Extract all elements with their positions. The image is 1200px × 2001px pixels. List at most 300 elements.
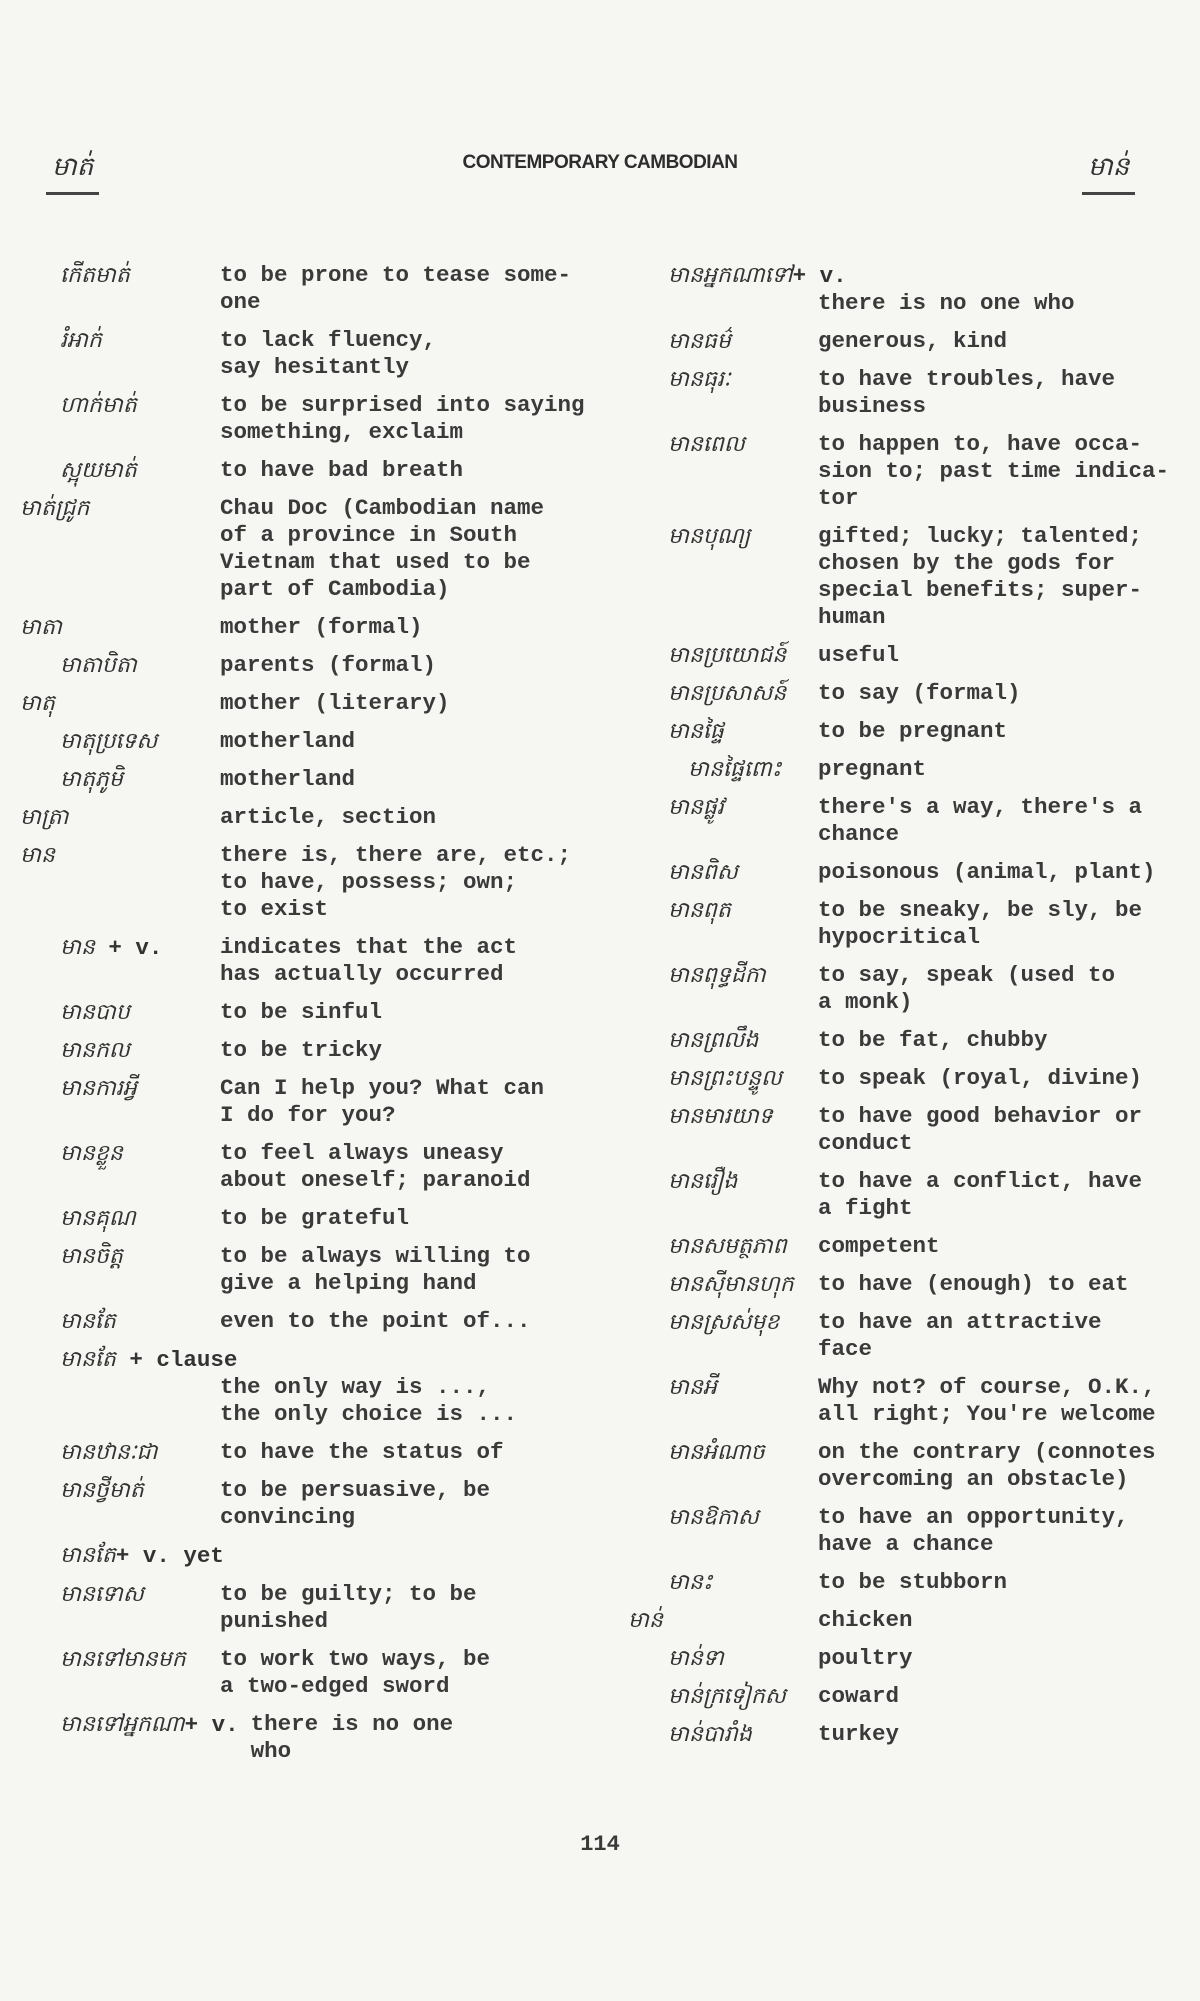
khmer-headword: មានអ្នកណាទៅ <box>668 263 793 288</box>
definition <box>818 1504 1188 1558</box>
definition-line: parents (formal) <box>220 652 437 678</box>
dictionary-entry <box>628 756 1188 783</box>
definition-line: to lack fluency, <box>220 327 437 353</box>
definition <box>220 392 610 446</box>
dictionary-entry <box>20 1243 610 1297</box>
khmer-headword: មាន់បារាំង <box>668 1722 752 1747</box>
khmer-headword: មាតា <box>20 615 62 640</box>
definition-line: to have, possess; own; <box>220 869 518 895</box>
definition <box>818 1569 1188 1596</box>
definition-line: special benefits; super- <box>818 577 1143 603</box>
definition-line: competent <box>818 1233 940 1259</box>
headword <box>628 328 818 355</box>
definition-line: one <box>220 289 261 315</box>
definition-line: punished <box>220 1608 329 1634</box>
dictionary-entry <box>628 1721 1188 1748</box>
definition-line: to have a conflict, have <box>818 1168 1143 1194</box>
khmer-headword: មានចិត្ត <box>60 1244 123 1269</box>
left-guide-word: មាត់ <box>46 150 99 195</box>
definition-line: to be always willing to <box>220 1243 531 1269</box>
definition-line: to be prone to tease some- <box>220 262 572 288</box>
headword <box>628 1065 818 1092</box>
dictionary-entry <box>628 1504 1188 1558</box>
khmer-headword: ហាក់មាត់ <box>60 393 137 418</box>
definition <box>818 1168 1188 1222</box>
dictionary-entry <box>628 1607 1188 1634</box>
khmer-headword: មាតុ <box>20 691 55 716</box>
dictionary-entry <box>20 1140 610 1194</box>
definition <box>818 897 1188 951</box>
headword <box>20 1140 220 1194</box>
dictionary-entry <box>628 1374 1188 1428</box>
dictionary-entry <box>628 794 1188 848</box>
dictionary-entry <box>628 1233 1188 1260</box>
dictionary-entry <box>628 1569 1188 1596</box>
grammar-note: + clause <box>115 1347 238 1373</box>
headword <box>20 1477 220 1531</box>
khmer-headword: មានទៅមានមក <box>60 1647 186 1672</box>
definition-line: to be stubborn <box>818 1569 1008 1595</box>
dictionary-entry <box>628 1103 1188 1157</box>
right-guide-word: មាន់ <box>1082 150 1135 195</box>
dictionary-entry <box>20 327 610 381</box>
khmer-headword: មាត់ជ្រូក <box>20 496 90 521</box>
definition-line: business <box>818 393 927 419</box>
definition <box>220 1140 610 1194</box>
running-title: CONTEMPORARY CAMBODIAN <box>462 152 738 173</box>
definition-line: even to the point of... <box>220 1308 531 1334</box>
headword <box>20 614 220 641</box>
definition <box>220 327 610 381</box>
definition-line: poisonous (animal, plant) <box>818 859 1156 885</box>
definition <box>220 1646 610 1700</box>
dictionary-entry <box>20 495 610 603</box>
dictionary-entry <box>628 328 1188 355</box>
khmer-headword: មានរឿង <box>668 1169 738 1194</box>
dictionary-entry <box>20 1477 610 1531</box>
definition <box>818 1607 1188 1634</box>
headword <box>628 680 818 707</box>
headword <box>628 718 818 745</box>
headword <box>628 756 818 783</box>
page-number: 114 <box>580 1832 620 1857</box>
definition <box>818 1309 1188 1363</box>
dictionary-entry <box>628 1065 1188 1092</box>
headword <box>628 962 818 1016</box>
definition-line: to be sneaky, be sly, be <box>818 897 1143 923</box>
dictionary-entry <box>20 934 610 988</box>
headword <box>20 934 220 988</box>
headword <box>20 1542 236 1570</box>
definition-line: sion to; past time indica- <box>818 458 1170 484</box>
definition-line: I do for you? <box>220 1102 396 1128</box>
definition <box>818 328 1188 355</box>
khmer-headword: មានផ្ទៃ <box>668 719 724 744</box>
definition-line: tor <box>818 485 859 511</box>
definition-line: conduct <box>818 1130 913 1156</box>
definition <box>818 366 1188 420</box>
definition-line: about oneself; paranoid <box>220 1167 531 1193</box>
khmer-headword: មានធុរៈ <box>668 367 731 392</box>
definition <box>220 652 610 679</box>
definition-line: chosen by the gods for <box>818 550 1116 576</box>
dictionary-entry <box>20 1581 610 1635</box>
dictionary-entry <box>628 431 1188 512</box>
definition-line: there is no one <box>250 1711 454 1737</box>
definition <box>818 1065 1188 1092</box>
definition <box>818 859 1188 886</box>
khmer-headword: មានតែ <box>60 1347 116 1372</box>
khmer-headword: មាន <box>20 843 55 868</box>
definition <box>818 756 1188 783</box>
khmer-headword: មានអី <box>668 1375 717 1400</box>
definition-line: to have (enough) to eat <box>818 1271 1129 1297</box>
definition-line: a fight <box>818 1195 913 1221</box>
definition <box>818 523 1188 631</box>
dictionary-entry <box>628 1309 1188 1363</box>
khmer-headword: មានសមត្ថភាព <box>668 1234 787 1259</box>
definition <box>818 1374 1188 1428</box>
dictionary-entry <box>628 897 1188 951</box>
khmer-headword: មាតុភូមិ <box>60 767 123 792</box>
definition <box>818 1271 1188 1298</box>
khmer-headword: មានព្រលឹង <box>668 1028 759 1053</box>
headword <box>20 1243 220 1297</box>
khmer-headword: ស្អុយមាត់ <box>60 458 137 483</box>
definition-line: to have troubles, have <box>818 366 1116 392</box>
dictionary-entry <box>628 680 1188 707</box>
headword <box>628 1683 818 1710</box>
definition <box>818 1233 1188 1260</box>
definition <box>236 1542 610 1570</box>
grammar-note: + v. <box>184 1712 239 1738</box>
definition-line: to be surprised into saying <box>220 392 585 418</box>
definition-line: to have good behavior or <box>818 1103 1143 1129</box>
khmer-headword: រំអាក់ <box>60 328 102 353</box>
definition-line: to work two ways, be <box>220 1646 491 1672</box>
definition-line: poultry <box>818 1645 913 1671</box>
headword <box>628 1645 818 1672</box>
khmer-headword: កើតមាត់ <box>60 263 130 288</box>
dictionary-entry <box>20 999 610 1026</box>
grammar-note: + v. yet <box>115 1543 224 1569</box>
definition-line: turkey <box>818 1721 900 1747</box>
definition <box>220 766 610 793</box>
definition <box>220 690 610 717</box>
dictionary-entry <box>628 1271 1188 1298</box>
definition-line: have a chance <box>818 1531 994 1557</box>
definition <box>818 794 1188 848</box>
khmer-headword: មានកល <box>60 1038 130 1063</box>
definition-line: all right; You're welcome <box>818 1401 1156 1427</box>
headword <box>628 1027 818 1054</box>
khmer-headword: មានះ <box>668 1570 713 1595</box>
headword <box>20 1205 220 1232</box>
dictionary-entry <box>20 1037 610 1064</box>
definition-line: to be persuasive, be <box>220 1477 491 1503</box>
definition-line: to exist <box>220 896 329 922</box>
headword <box>20 392 220 446</box>
dictionary-entry <box>628 1439 1188 1493</box>
headword <box>20 495 220 603</box>
headword <box>20 1037 220 1064</box>
khmer-headword: មានមារយាទ <box>668 1104 773 1129</box>
khmer-headword: មាត្រា <box>20 805 69 830</box>
definition <box>818 642 1188 669</box>
definition-line: Can I help you? What can <box>220 1075 545 1101</box>
headword <box>20 652 220 679</box>
definition <box>818 1439 1188 1493</box>
right-column <box>628 262 1188 1759</box>
definition-line: motherland <box>220 766 356 792</box>
definition <box>220 262 610 316</box>
dictionary-entry <box>628 718 1188 745</box>
dictionary-entry <box>20 652 610 679</box>
definition-line: hypocritical <box>818 924 981 950</box>
dictionary-entry <box>628 1027 1188 1054</box>
khmer-headword: មានផ្ទៃពោះ <box>688 757 782 782</box>
headword <box>20 1646 220 1700</box>
headword <box>20 262 220 316</box>
headword <box>628 1374 818 1428</box>
headword <box>628 262 1188 290</box>
headword <box>628 1103 818 1157</box>
headword <box>20 728 220 755</box>
khmer-headword: មានអំណាច <box>668 1440 765 1465</box>
definition-line: face <box>818 1336 873 1362</box>
dictionary-entry <box>628 523 1188 631</box>
definition-line: to be grateful <box>220 1205 410 1231</box>
dictionary-entry <box>20 262 610 316</box>
headword <box>20 457 220 484</box>
definition-line: the only choice is ... <box>220 1401 518 1427</box>
definition <box>818 1103 1188 1157</box>
definition-line: give a helping hand <box>220 1270 477 1296</box>
definition-line: to be pregnant <box>818 718 1008 744</box>
definition <box>220 1477 610 1531</box>
definition-line: overcoming an obstacle) <box>818 1466 1129 1492</box>
headword <box>20 804 220 831</box>
dictionary-entry <box>20 1711 610 1765</box>
definition-line: to have an attractive <box>818 1309 1102 1335</box>
headword <box>628 859 818 886</box>
khmer-headword: មាន់ក្រទៀកស <box>668 1684 786 1709</box>
definition <box>818 680 1188 707</box>
khmer-headword: មានតែ <box>60 1309 116 1334</box>
definition <box>220 1075 610 1129</box>
definition <box>818 1027 1188 1054</box>
khmer-headword: មានពុត <box>668 898 731 923</box>
definition-line: convincing <box>220 1504 356 1530</box>
khmer-headword: មាតុប្រទេស <box>60 729 158 754</box>
headword <box>628 1504 818 1558</box>
definition <box>20 1374 610 1428</box>
definition <box>220 934 610 988</box>
headword <box>20 1711 251 1765</box>
dictionary-entry <box>20 1205 610 1232</box>
definition-line: mother (literary) <box>220 690 450 716</box>
definition-line: mother (formal) <box>220 614 423 640</box>
khmer-headword: មានស៊ីមានហុក <box>668 1272 794 1297</box>
definition-line: generous, kind <box>818 328 1008 354</box>
headword <box>628 1607 818 1634</box>
definition-line: gifted; lucky; talented; <box>818 523 1143 549</box>
khmer-headword: មានពុទ្ធដីកា <box>668 963 766 988</box>
headword <box>628 897 818 951</box>
definition-line: say hesitantly <box>220 354 410 380</box>
definition <box>818 431 1188 512</box>
definition <box>220 804 610 831</box>
dictionary-entry <box>20 728 610 755</box>
definition-line: there is no one who <box>818 290 1075 316</box>
definition-line: to feel always uneasy <box>220 1140 504 1166</box>
headword <box>628 642 818 669</box>
definition <box>220 728 610 755</box>
khmer-headword: មានប្រសាសន៍ <box>668 681 787 706</box>
definition-line: to be tricky <box>220 1037 383 1063</box>
khmer-headword: មានស្រស់មុខ <box>668 1310 780 1335</box>
definition-line: motherland <box>220 728 356 754</box>
headword <box>20 1439 220 1466</box>
definition-line: to be guilty; to be <box>220 1581 477 1607</box>
definition-line: coward <box>818 1683 900 1709</box>
definition-line: there's a way, there's a <box>818 794 1143 820</box>
khmer-headword: មានឋានៈជា <box>60 1440 158 1465</box>
dictionary-entry <box>628 642 1188 669</box>
dictionary-entry <box>628 962 1188 1016</box>
definition-line: to say, speak (used to <box>818 962 1116 988</box>
headword <box>628 1569 818 1596</box>
headword <box>20 1075 220 1129</box>
definition <box>220 1308 610 1335</box>
dictionary-entry <box>628 366 1188 420</box>
grammar-note: + v. <box>94 935 163 961</box>
definition-line: to have bad breath <box>220 457 464 483</box>
headword <box>628 1721 818 1748</box>
definition-line: has actually occurred <box>220 961 504 987</box>
definition-line: a two-edged sword <box>220 1673 450 1699</box>
dictionary-entry <box>20 804 610 831</box>
khmer-headword: មានការអ្វី <box>60 1076 137 1101</box>
definition <box>220 457 610 484</box>
definition-line: to say (formal) <box>818 680 1021 706</box>
khmer-headword: មានគុណ <box>60 1206 136 1231</box>
headword <box>628 1439 818 1493</box>
definition <box>220 1581 610 1635</box>
left-column <box>20 262 610 1776</box>
definition-line: Why not? of course, O.K., <box>818 1374 1156 1400</box>
khmer-headword: មាន់ទា <box>668 1646 724 1671</box>
definition <box>220 495 610 603</box>
definition-line: pregnant <box>818 756 927 782</box>
definition-line: on the contrary (connotes <box>818 1439 1156 1465</box>
dictionary-entry <box>628 1645 1188 1672</box>
headword <box>628 794 818 848</box>
headword <box>20 690 220 717</box>
headword <box>20 327 220 381</box>
khmer-headword: មានពេល <box>668 432 745 457</box>
headword <box>628 431 818 512</box>
headword <box>20 1308 220 1335</box>
dictionary-entry <box>628 1683 1188 1710</box>
definition-line: chicken <box>818 1607 913 1633</box>
dictionary-entry <box>628 1168 1188 1222</box>
khmer-headword: មានបុណ្យ <box>668 524 751 549</box>
definition <box>220 1205 610 1232</box>
definition <box>818 1683 1188 1710</box>
headword <box>628 523 818 631</box>
headword <box>20 1581 220 1635</box>
definition <box>220 1439 610 1466</box>
dictionary-entry <box>20 1439 610 1466</box>
definition <box>220 1243 610 1297</box>
headword <box>20 1346 610 1374</box>
definition-line: the only way is ..., <box>220 1374 491 1400</box>
dictionary-entry <box>20 1646 610 1700</box>
khmer-headword: មាន <box>60 935 95 960</box>
definition <box>220 842 610 923</box>
khmer-headword: មានថ្វីមាត់ <box>60 1478 144 1503</box>
dictionary-entry <box>20 766 610 793</box>
dictionary-entry <box>20 457 610 484</box>
definition-line: indicates that the act <box>220 934 518 960</box>
definition-line: to be fat, chubby <box>818 1027 1048 1053</box>
definition <box>818 962 1188 1016</box>
khmer-headword: មានទោស <box>60 1582 144 1607</box>
definition-line: Vietnam that used to be <box>220 549 531 575</box>
dictionary-entry <box>20 1542 610 1570</box>
khmer-headword: មាន់ <box>628 1608 663 1633</box>
khmer-headword: មានឱកាស <box>668 1505 759 1530</box>
khmer-headword: មានទៅអ្នកណា <box>60 1712 185 1737</box>
khmer-headword: មានពិស <box>668 860 738 885</box>
definition <box>220 614 610 641</box>
definition-line: Chau Doc (Cambodian name <box>220 495 545 521</box>
definition-line: to speak (royal, divine) <box>818 1065 1143 1091</box>
definition-line: something, exclaim <box>220 419 464 445</box>
definition-line: useful <box>818 642 900 668</box>
khmer-headword: មានតែ <box>60 1543 116 1568</box>
definition-line: article, section <box>220 804 437 830</box>
dictionary-entry <box>20 1346 610 1428</box>
khmer-headword: មានធម៌ <box>668 329 731 354</box>
dictionary-entry <box>20 392 610 446</box>
dictionary-entry <box>20 1308 610 1335</box>
definition <box>818 1645 1188 1672</box>
definition-line: to happen to, have occa- <box>818 431 1143 457</box>
definition <box>818 718 1188 745</box>
dictionary-entry <box>20 1075 610 1129</box>
definition-line: to have the status of <box>220 1439 504 1465</box>
headword <box>20 842 220 923</box>
khmer-headword: មានខ្លួន <box>60 1141 123 1166</box>
headword <box>20 766 220 793</box>
grammar-note: + v. <box>792 263 847 289</box>
definition-line: part of Cambodia) <box>220 576 450 602</box>
dictionary-entry <box>20 842 610 923</box>
khmer-headword: មានប្រយោជន៍ <box>668 643 787 668</box>
headword <box>628 1309 818 1363</box>
definition <box>818 1721 1188 1748</box>
headword <box>628 1233 818 1260</box>
khmer-headword: មានព្រះបន្ទូល <box>668 1066 782 1091</box>
definition-line: a monk) <box>818 989 913 1015</box>
khmer-headword: មាតាបិតា <box>60 653 137 678</box>
definition-line: there is, there are, etc.; <box>220 842 572 868</box>
khmer-headword: មានផ្លូវ <box>668 795 724 820</box>
definition-line: of a province in South <box>220 522 518 548</box>
definition <box>220 1037 610 1064</box>
